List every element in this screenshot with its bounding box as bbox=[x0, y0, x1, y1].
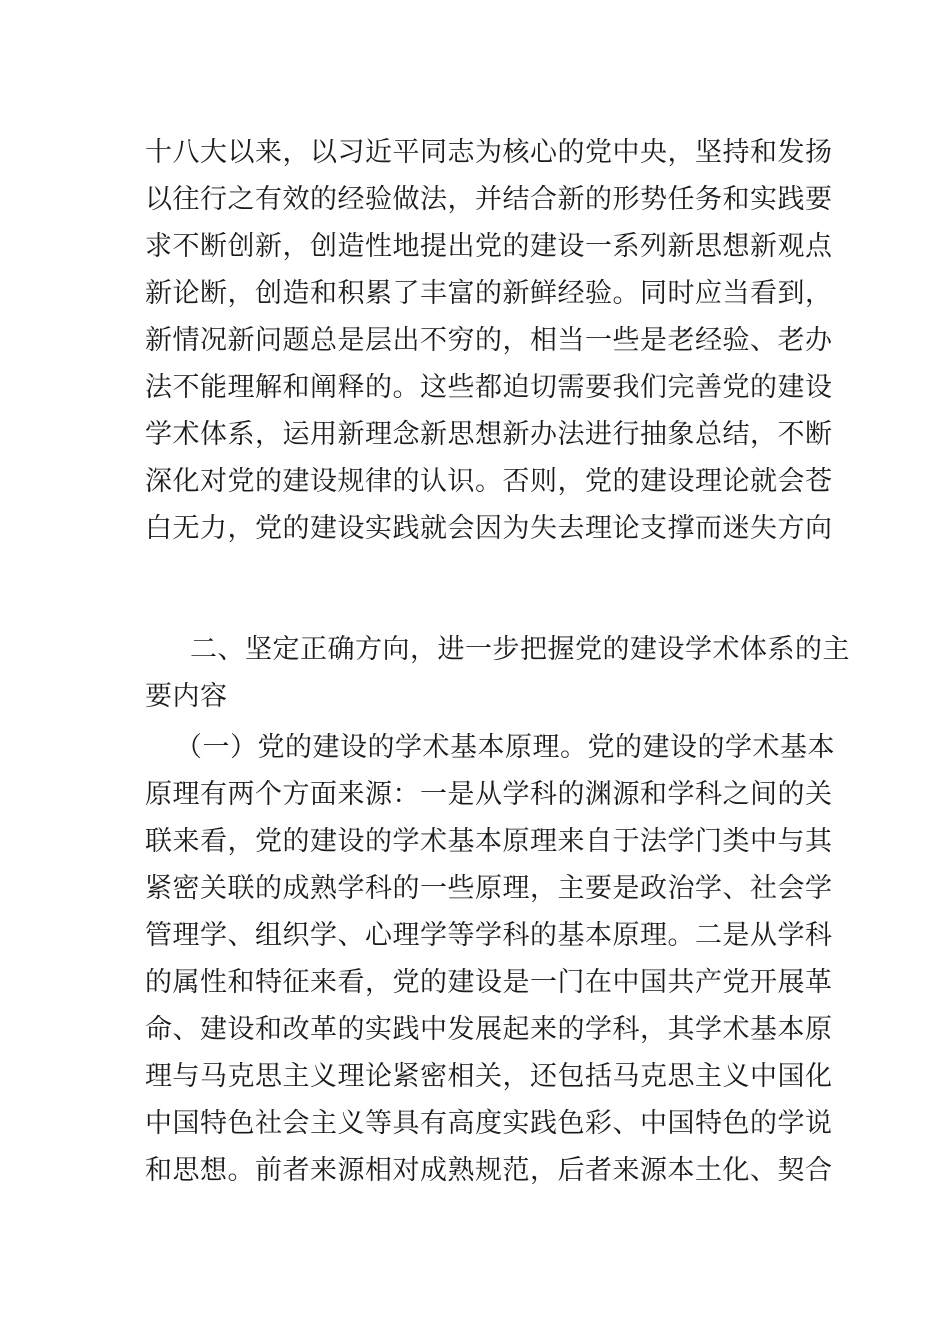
text-line: 和思想。前者来源相对成熟规范，后者来源本土化、契合 bbox=[145, 1155, 833, 1186]
text-line: 学术体系，运用新理念新思想新办法进行抽象总结，不断 bbox=[145, 419, 833, 450]
text-line: 法不能理解和阐释的。这些都迫切需要我们完善党的建设 bbox=[145, 372, 833, 403]
text-line: 深化对党的建设规律的认识。否则，党的建设理论就会苍 bbox=[145, 466, 833, 497]
text-line: 理与马克思主义理论紧密相关，还包括马克思主义中国化 bbox=[145, 1061, 833, 1092]
text-line: 管理学、组织学、心理学等学科的基本原理。二是从学科 bbox=[145, 920, 833, 951]
text-line: 十八大以来，以习近平同志为核心的党中央，坚持和发扬 bbox=[145, 137, 833, 168]
text-line: 新论断，创造和积累了丰富的新鲜经验。同时应当看到， bbox=[145, 278, 833, 309]
text-line: 紧密关联的成熟学科的一些原理，主要是政治学、社会学 bbox=[145, 873, 833, 904]
text-line: 求不断创新，创造性地提出党的建设一系列新思想新观点 bbox=[145, 231, 833, 262]
text-line: 新情况新问题总是层出不穷的，相当一些是老经验、老办 bbox=[145, 325, 833, 356]
text-line: （一）党的建设的学术基本原理。党的建设的学术基本 bbox=[175, 732, 835, 763]
text-line: 命、建设和改革的实践中发展起来的学科，其学术基本原 bbox=[145, 1014, 833, 1045]
text-line: 原理有两个方面来源：一是从学科的渊源和学科之间的关 bbox=[145, 779, 833, 810]
text-line: 白无力，党的建设实践就会因为失去理论支撑而迷失方向 bbox=[145, 513, 833, 544]
text-line: 中国特色社会主义等具有高度实践色彩、中国特色的学说 bbox=[145, 1108, 833, 1139]
text-line: 以往行之有效的经验做法，并结合新的形势任务和实践要 bbox=[145, 184, 833, 215]
heading-line: 要内容 bbox=[145, 681, 228, 712]
text-line: 联来看，党的建设的学术基本原理来自于法学门类中与其 bbox=[145, 826, 833, 857]
heading-line: 二、坚定正确方向，进一步把握党的建设学术体系的主 bbox=[190, 634, 850, 665]
text-line: 的属性和特征来看，党的建设是一门在中国共产党开展革 bbox=[145, 967, 833, 998]
